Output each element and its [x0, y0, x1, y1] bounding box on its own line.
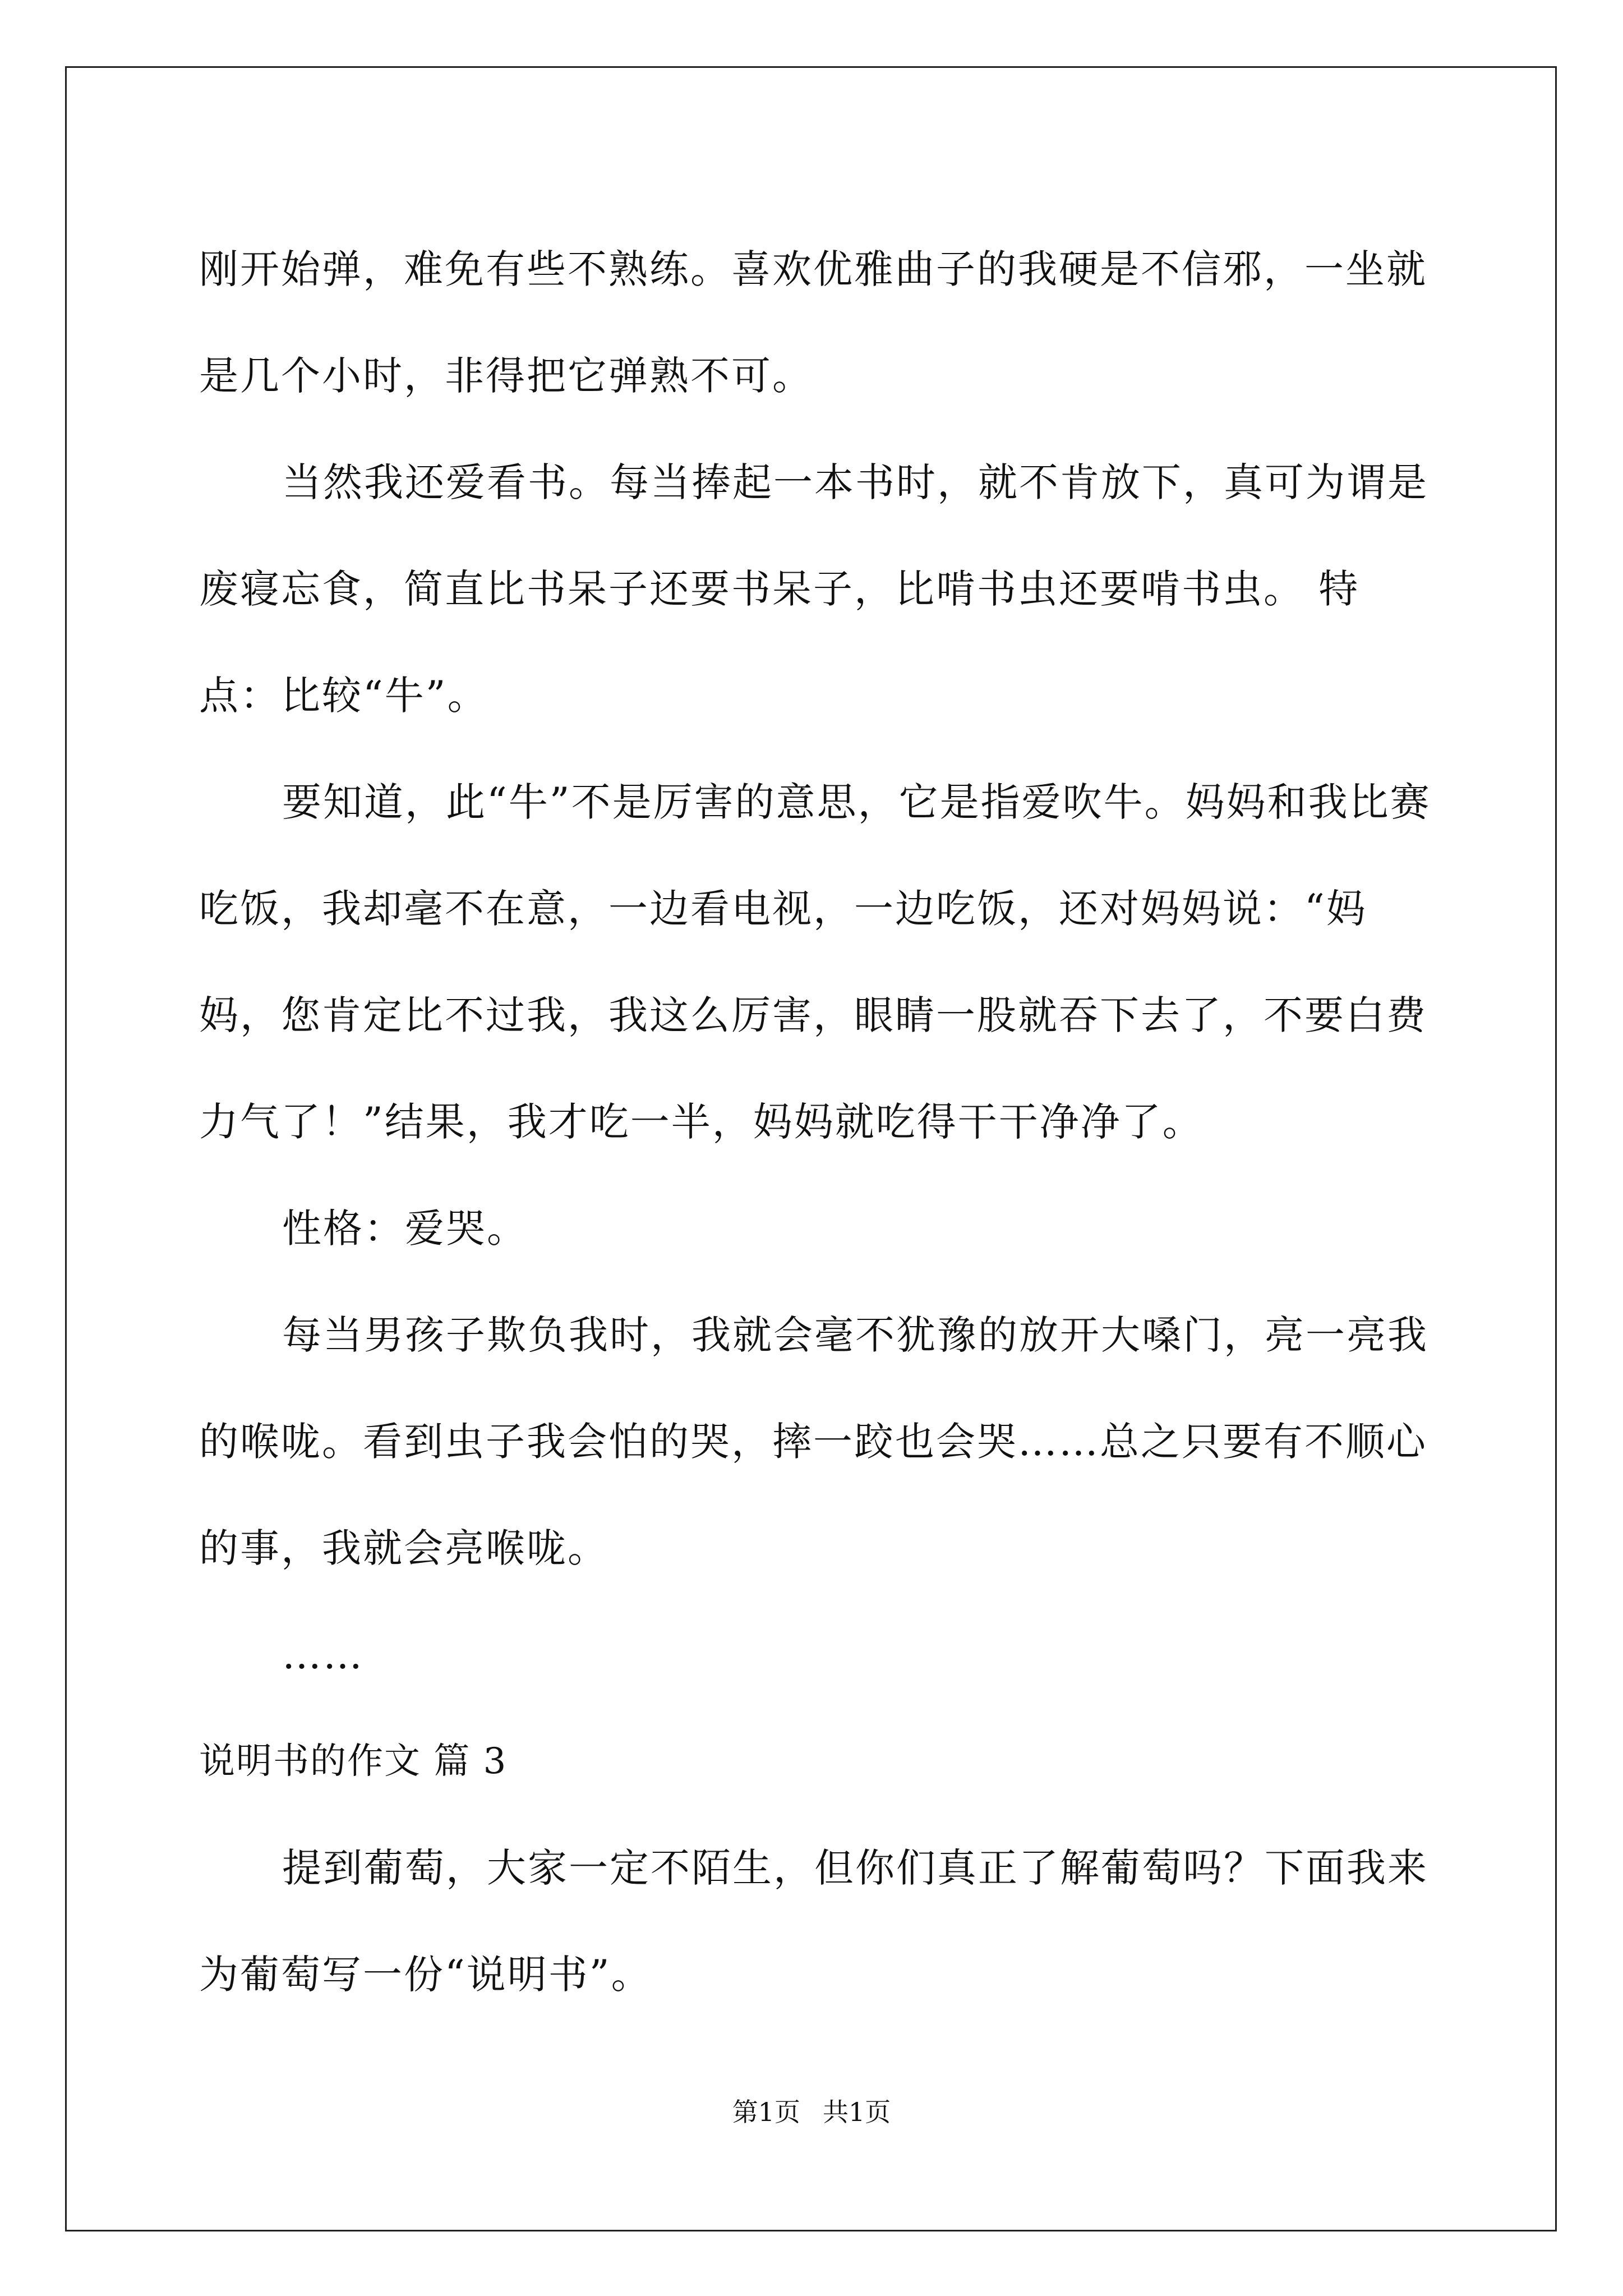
document-body — [199, 216, 1433, 2028]
page-total: 共1页 — [823, 2097, 891, 2127]
section-heading: 说明书的作文 篇 3 — [199, 1741, 508, 1782]
paragraph-1: 刚开始弹，难免有些不熟练。喜欢优雅曲子的我硬是不信邪，一坐就是几个小时，非得把它弹熟不可。 — [199, 246, 1427, 399]
paragraph-3: 要知道，此“牛”不是厉害的意思，它是指爱吹牛。妈妈和我比赛吃饭，我却毫不在意，一边看电视，一边吃饭，还对妈妈说：“妈妈，您肯定比不过我，我这么厉害，眼睛一股就吞下去了，不要白费力气了！”结果，我才吃一半，妈妈就吃得干干净净了。 — [199, 779, 1431, 1145]
paragraph-5: 每当男孩子欺负我时，我就会毫不犹豫的放开大嗓门，亮一亮我的喉咙。看到虫子我会怕的哭，摔一跤也会哭……总之只要有不顺心的事，我就会亮喉咙。 — [199, 1312, 1428, 1571]
page-number: 第1页 — [732, 2097, 800, 2127]
paragraph-4: 性格：爱哭。 — [282, 1205, 528, 1251]
paragraph-7: 提到葡萄，大家一定不陌生，但你们真正了解葡萄吗？下面我来为葡萄写一份“说明书”。 — [199, 1845, 1428, 1998]
paragraph-2: 当然我还爱看书。每当捧起一本书时，就不肯放下，真可为谓是废寝忘食，简直比书呆子还要书呆子，比啃书虫还要啃书虫。 特点：比较“牛”。 — [199, 459, 1428, 719]
page-footer — [0, 2095, 1623, 2129]
paragraph-6: …… — [282, 1632, 364, 1678]
